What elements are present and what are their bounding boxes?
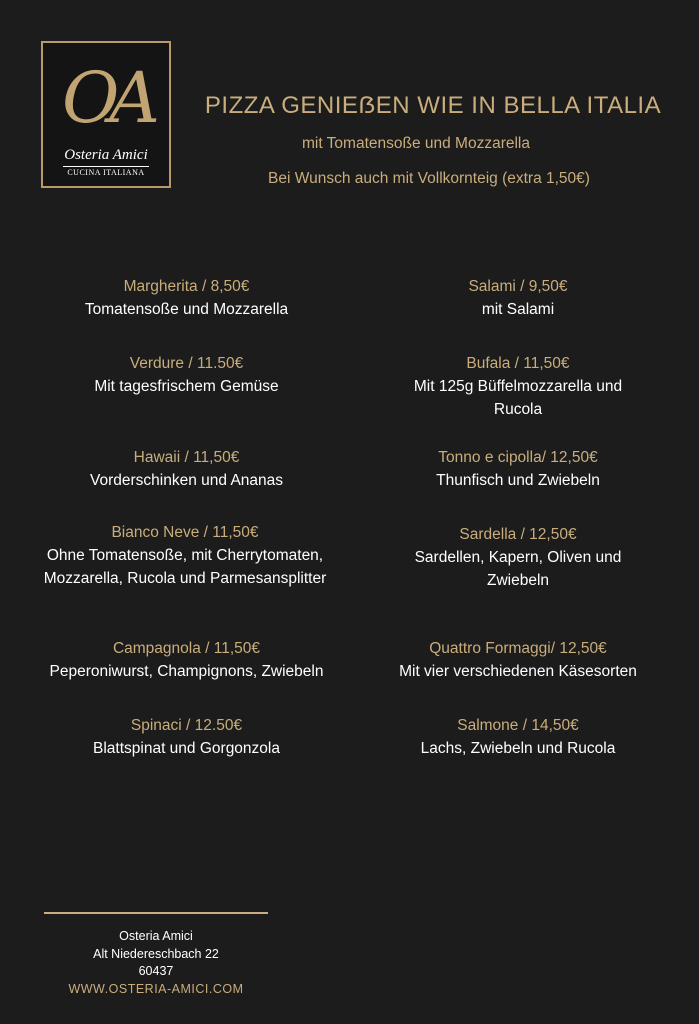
menu-item-name: Salmone / 14,50€ [457, 717, 579, 734]
menu-item-salmone [362, 715, 674, 760]
menu-item-name: Tonno e cipolla/ 12,50€ [438, 449, 598, 466]
menu-item-description: Sardellen, Kapern, Oliven und Zwiebeln [414, 549, 622, 589]
menu-item-name: Campagnola / 11,50€ [112, 640, 261, 657]
menu-item-description: Mit vier verschiedenen Käsesorten [399, 663, 637, 680]
menu-item-name: Spinaci / 12.50€ [130, 717, 243, 734]
menu-item-description: mit Salami [481, 301, 555, 318]
menu-item-name: Bufala / 11,50€ [466, 355, 570, 372]
menu-item-description: Vorderschinken und Ananas [89, 472, 284, 489]
menu-item-description: Peperoniwurst, Champignons, Zwiebeln [49, 663, 324, 680]
restaurant-logo [41, 41, 171, 188]
logo-name: Osteria Amici [64, 147, 148, 163]
logo-divider [63, 166, 149, 167]
menu-item-hawaii [20, 447, 353, 492]
menu-item-bianco-neve [40, 522, 330, 590]
menu-item-margherita [20, 276, 353, 321]
footer-address [44, 928, 268, 998]
menu-item-description: Mit tagesfrischem Gemüse [94, 378, 279, 395]
page-subtitle: mit Tomatensoße und Mozzarella [301, 135, 530, 152]
footer-street: Alt Niedereschbach 22 [93, 946, 219, 961]
menu-item-description: Ohne Tomatensoße, mit Cherrytomaten, Mozzarella, Rucola und Parmesansplitter [43, 547, 327, 587]
menu-item-description: Blattspinat und Gorgonzola [93, 740, 280, 757]
menu-item-name: Quattro Formaggi/ 12,50€ [429, 640, 607, 657]
menu-item-name: Salami / 9,50€ [468, 278, 568, 295]
footer-divider [44, 912, 268, 914]
logo-monogram: OA [62, 57, 150, 139]
menu-item-quattro-formaggi [362, 638, 674, 683]
menu-item-description: Thunfisch und Zwiebeln [436, 472, 600, 489]
menu-item-sardella [405, 524, 631, 592]
menu-item-name: Hawaii / 11,50€ [133, 449, 240, 466]
menu-item-name: Margherita / 8,50€ [123, 278, 250, 295]
page-title: PIZZA GENIEẞEN WIE IN BELLA ITALIA [204, 92, 662, 119]
menu-item-name: Sardella / 12,50€ [459, 526, 577, 543]
page-note: Bei Wunsch auch mit Vollkornteig (extra 1,50€) [268, 170, 590, 187]
menu-item-name: Verdure / 11.50€ [129, 355, 244, 372]
menu-item-salami [362, 276, 674, 321]
menu-item-bufala [405, 353, 631, 421]
footer-zip: 60437 [138, 964, 174, 978]
menu-item-name: Bianco Neve / 11,50€ [111, 524, 259, 541]
menu-item-description: Lachs, Zwiebeln und Rucola [420, 740, 616, 757]
menu-item-description: Mit 125g Büffelmozzarella und Rucola [413, 378, 623, 418]
menu-item-campagnola [20, 638, 353, 683]
footer-website-link[interactable]: WWW.OSTERIA-AMICI.COM [68, 981, 244, 996]
menu-item-tonno-e-cipolla [362, 447, 674, 492]
menu-item-spinaci [20, 715, 353, 760]
logo-tagline: CUCINA ITALIANA [67, 168, 145, 177]
footer-name: Osteria Amici [119, 929, 193, 943]
menu-item-verdure [20, 353, 353, 398]
menu-item-description: Tomatensoße und Mozzarella [84, 301, 289, 318]
